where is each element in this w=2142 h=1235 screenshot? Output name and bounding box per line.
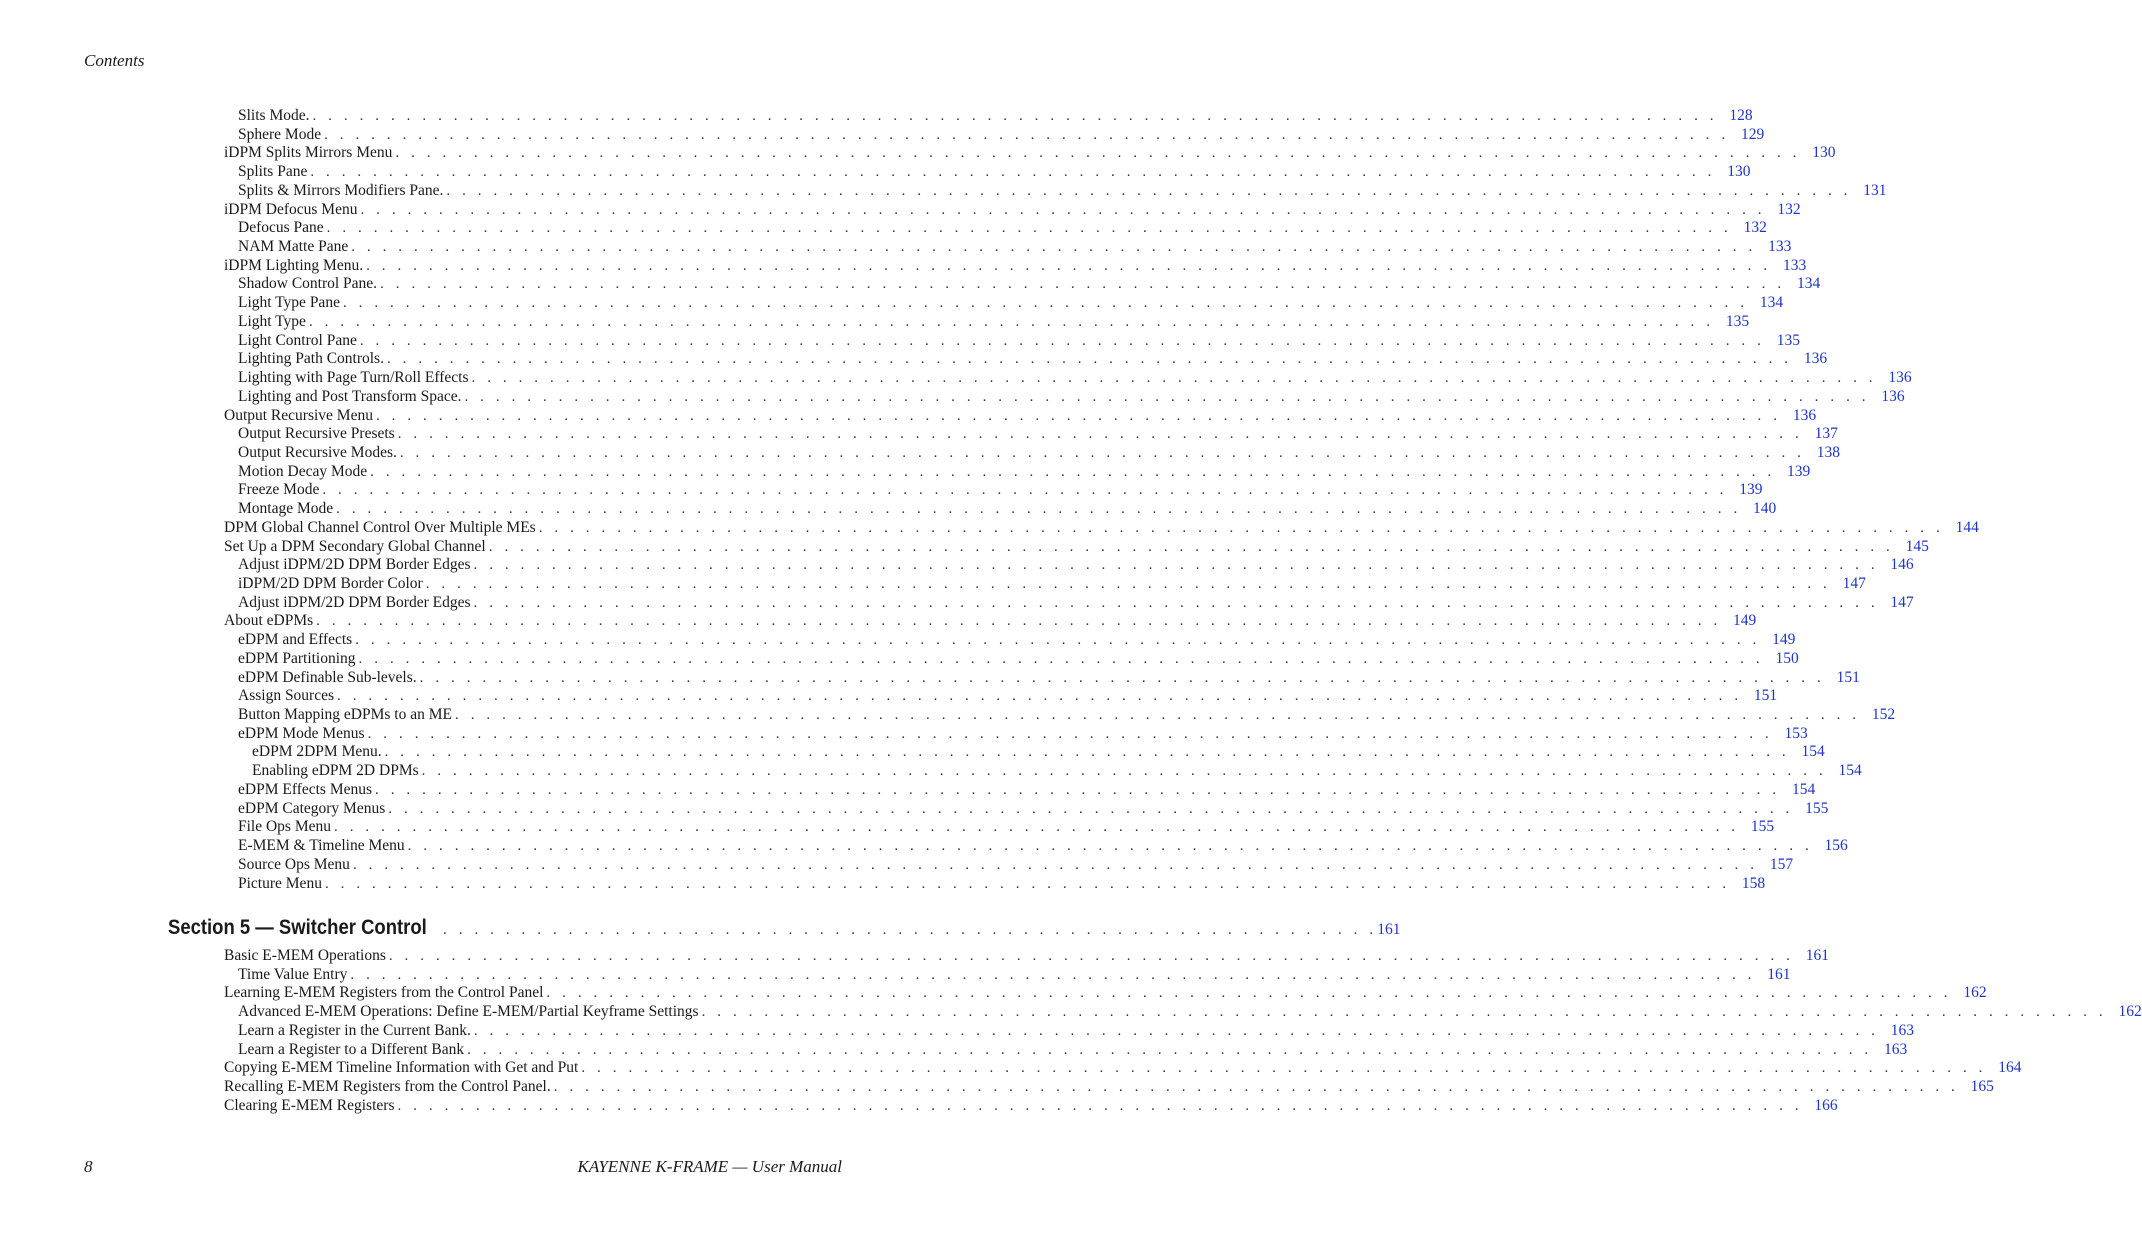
toc-page-link[interactable]: 154 <box>1801 743 1825 761</box>
toc-page-link[interactable]: 146 <box>1890 556 1914 574</box>
dot-leader: . . . . . . . . . . . . . . . . . . . . . . . . . . . . . . . . . . . . . . . . . . . . . . . . . . . . . . . . . . . . . . . . . . . . . . . . . . . . . . . . . . . . . . . . . . <box>421 763 1827 780</box>
dot-leader: . . . . . . . . . . . . . . . . . . . . . . . . . . . . . . . . . . . . . . . . . . . . . . . . . . . . . . . . . . . . . . . . . . . . . . . . . . . . . . . . . . . . . . . . . . <box>366 257 1772 274</box>
toc-entry[interactable] <box>238 462 1811 481</box>
toc-entry[interactable] <box>238 649 1799 668</box>
toc-entry[interactable] <box>238 349 1828 368</box>
dot-leader: . . . . . . . . . . . . . . . . . . . . . . . . . . . . . . . . . . . . . . . . . . . . . . . . . . . . . . . . . . . . . . . . . . . . . . . . . . . . . . . . . . . . . . . . . . <box>464 388 1870 405</box>
running-head: Contents <box>84 51 145 70</box>
dot-leader: . . . . . . . . . . . . . . . . . . . . . . . . . . . . . . . . . . . . . . . . . . . . . . . . . . . . . . . . . . . . . . . . . . . . . . . . . . . . . . . . . . . . . . . . . . <box>384 744 1790 761</box>
dot-leader: . . . . . . . . . . . . . . . . . . . . . . . . . . . . . . . . . . . . . . . . . . . . . . . . . . . . . . . . . . . . . . . . . . . . . . . . . . . . . . . . . . . . . . . . . . <box>538 519 1944 536</box>
toc-page-link[interactable]: 139 <box>1739 481 1763 499</box>
footer-manual-title: KAYENNE K-FRAME — User Manual <box>577 1157 842 1176</box>
toc-page-link[interactable]: 163 <box>1890 1021 1915 1039</box>
toc-entry-title: Assign Sources <box>238 687 335 705</box>
dot-leader: . . . . . . . . . . . . . . . . . . . . . . . . . . . . . . . . . . . . . . . . . . . . . . . . . . . . . . . . . . . . . . . . . . . . . . . . . . . . . . . . . . . . . . . . . . <box>388 948 1795 964</box>
toc-entry-title: iDPM Splits Mirrors Menu <box>224 144 393 162</box>
toc-entry[interactable] <box>224 1077 1994 1096</box>
toc-page-link[interactable]: 136 <box>1792 406 1817 424</box>
toc-page-link[interactable]: 132 <box>1743 219 1767 237</box>
dot-leader: . . . . . . . . . . . . . . . . . . . . . . . . . . . . . . . . . . . . . . . . . . . . . . . . . . . . . . . . . . . . . . . . . . . . . . . . . . . . . . . . . . . . . . . . . . <box>316 613 1722 630</box>
toc-page-link[interactable]: 137 <box>1814 425 1838 443</box>
toc-page-link[interactable]: 156 <box>1824 837 1848 855</box>
toc-entry[interactable] <box>238 724 1808 743</box>
toc-page-link[interactable]: 161 <box>1805 947 1830 964</box>
dot-leader: . . . . . . . . . . . . . . . . . . . . . . . . . . . . . . . . . . . . . . . . . . . . . . . . . . . . . . . . . . . . . . . . . . . . . . . . . . . . . . . . . . . . . . . . . . <box>471 370 1877 387</box>
toc-page-link[interactable]: 144 <box>1955 518 1979 536</box>
dot-leader: . . . . . . . . . . . . . . . . . . . . . . . . . . . . . . . . . . . . . . . . . . . . . . . . . . . . . . . . . . . . . . . . . . . . . . . . . . . . . . . . . . . . . . . . . . <box>375 407 1782 424</box>
toc-page-link[interactable]: 151 <box>1836 668 1860 686</box>
toc-entry[interactable] <box>224 946 1830 965</box>
toc-entry-title: Light Type <box>238 312 306 330</box>
dot-leader: . . . . . . . . . . . . . . . . . . . . . . . . . . . . . . . . . . . . . . . . . . . . . . . . . . . . . . . . . . . . . . . . . . . . . . . . . . . . . . . . . . . . . . . . . . <box>310 164 1716 181</box>
toc-page-link[interactable]: 133 <box>1782 256 1807 274</box>
toc-entry[interactable] <box>238 237 1792 256</box>
toc-entry-title: eDPM 2DPM Menu. <box>252 743 382 761</box>
toc-entry[interactable] <box>238 855 1794 874</box>
section-heading-row[interactable] <box>168 916 1401 946</box>
toc-entry[interactable] <box>238 705 1896 724</box>
toc-entry-title: Slits Mode. <box>238 107 310 124</box>
toc-page-link[interactable]: 154 <box>1791 780 1816 798</box>
toc-entry-title: Lighting Path Controls. <box>238 350 384 368</box>
toc-entry[interactable] <box>238 555 1914 574</box>
dot-leader: . . . . . . . . . . . . . . . . . . . . . . . . . . . . . . . . . . . . . . . . . . . . . . . . . . . . . . . . . . . . . . . . . . . . . . . . . . . . . . . . . . . . . . . . . . <box>324 875 1731 892</box>
toc-page-link[interactable]: 133 <box>1768 238 1792 256</box>
toc-entry-title: Lighting with Page Turn/Roll Effects <box>238 369 469 387</box>
dot-leader: . . . . . . . . . . . . . . . . . . . . . . . . . . . . . . . . . . . . . . . . . . . . . . . . . . . . . . . . . . . . . . . . . . . . . . . . . . . . . . . . . . . . . . . . . . <box>473 557 1879 574</box>
toc-entry[interactable] <box>238 965 1791 984</box>
toc-entry[interactable] <box>224 200 1801 219</box>
dot-leader: . . . . . . . . . . . . . . . . . . . . . . . . . . . . . . . . . . . . . . . . . . . . . . . . . . . . . . . . . . . . . . . . . . . . . . . . . . . . . . . . . . . . . . . . . . <box>351 239 1757 256</box>
toc-entry-title: Shadow Control Pane. <box>238 275 378 293</box>
dot-leader: . . . . . . . . . . . . . . . . . . . . . . . . . . . . . . . . . . . . . . . . . . . . . . . . . . . . . . . . . . . . . . . . . . . . . . . . . . . . . . . . . . . . . . . . . . <box>386 351 1793 368</box>
dot-leader: . . . . . . . . . . . . . . . . . . . . . . . . . . . . . . . . . . . . . . . . . . . . . . . . . . . . . . . . . . . . . . . . . . . . . . . . . . . . . . . . . . . . . . . . . . <box>352 856 1759 873</box>
dot-leader: . . . . . . . . . . . . . . . . . . . . . . . . . . . . . . . . . . . . . . . . . . . . . . . . . . . . . . . . . . . . . . . . . . . . . . . . . . . . . . . . . . . . . . . . . . <box>455 707 1861 724</box>
toc-entry[interactable] <box>224 1058 2022 1077</box>
toc-entry-title: eDPM Effects Menus <box>238 780 373 798</box>
dot-leader: . . . . . . . . . . . . . . . . . . . . . . . . . . . . . . . . . . . . . . . . . . . . . . . . . . . . . . . . . . . . . . . . . . . . . . . . . . . . . . . . . . . . . . . . . . <box>337 688 1743 705</box>
toc-entry[interactable] <box>224 518 1979 537</box>
toc-page-link[interactable]: 158 <box>1741 874 1766 892</box>
toc-entry-title: Source Ops Menu <box>238 855 350 873</box>
dot-leader: . . . . . . . . . . . . . . . . . . . . . . . . . . . . . . . . . . . . . . . . . . . . . . . . . . . . . . . . . . . . . . . . . . . . . . . . . . . . . . . . . . . . . . . . . . <box>380 276 1786 293</box>
toc-entry[interactable] <box>238 1021 1915 1040</box>
toc-page-link[interactable]: 136 <box>1881 387 1905 405</box>
toc-entry[interactable] <box>238 574 1866 593</box>
toc-page-link[interactable]: 165 <box>1970 1078 1994 1096</box>
toc-entry-title: Recalling E-MEM Registers from the Control Panel. <box>224 1078 551 1096</box>
toc-entry[interactable] <box>252 761 1862 780</box>
toc-page-link[interactable]: 135 <box>1776 331 1800 349</box>
toc-entry-title: Learning E-MEM Registers from the Control Panel <box>224 984 544 1002</box>
toc-entry-title: Picture Menu <box>238 874 322 892</box>
toc-entry-title: Light Type Pane <box>238 294 340 312</box>
toc-entry[interactable] <box>224 537 1929 556</box>
toc-entry-title: Splits & Mirrors Modifiers Pane. <box>238 181 444 199</box>
toc-entry-title: E-MEM & Timeline Menu <box>238 837 405 855</box>
toc-page-link[interactable]: 130 <box>1812 144 1836 162</box>
dot-leader: . . . . . . . . . . . . . . . . . . . . . . . . . . . . . . . . . . . . . . . . . . . . . . . . . . . . . . . . . . . . . . . . . . . . . . . . . . . . . . . . . . . . . . . . . . <box>342 295 1749 312</box>
toc-entry[interactable] <box>224 143 1836 162</box>
toc-entry-title: Splits Pane <box>238 163 308 181</box>
dot-leader: . . . . . . . . . . . . . . . . . . . . . . . . . . . . . . . . . . . . . . . . . . . . . . . . . . . . . . . . . . . . . . . . . . . . . . . . . . . . . . . . . . . . . . . . . . <box>360 201 1766 218</box>
toc-entry-title: Button Mapping eDPMs to an ME <box>238 706 452 724</box>
toc-page-link[interactable]: 138 <box>1816 443 1841 461</box>
toc-entry[interactable] <box>238 274 1821 293</box>
dot-leader: . . . . . . . . . . . . . . . . . . . . . . . . . . . . . . . . . . . . . . . . . . . . . . . . . . . . . . . . . . . . . . . . . . . . . . . . . . . . . . . . . . . . . . . . . . <box>446 182 1852 199</box>
toc-entry-title: Output Recursive Modes. <box>238 443 397 461</box>
section-page-link[interactable]: 161 <box>1377 921 1401 938</box>
toc-entry[interactable] <box>224 611 1757 630</box>
toc-entry[interactable] <box>224 1096 1838 1115</box>
toc-entry[interactable] <box>238 836 1848 855</box>
toc-entry[interactable] <box>238 799 1829 818</box>
dot-leader: . . . . . . . . . . . . . . . . . . . . . . . . . . . . . . . . . . . . . . . . . . . . . . . . . . . . . . . . . . . . . . . . . . . . . . . . . . . . . . . . . . . . . . . . . . <box>399 444 1806 461</box>
dot-leader: . . . . . . . . . . . . . . . . . . . . . . . . . . . . . . . . . . . . . . . . . . . . . . . . . . . . . . . . . . . . . . . . . . . . . . . . . . . . . . . . . . . . . . . . . . <box>581 1060 1987 1077</box>
dot-leader: . . . . . . . . . . . . . . . . . . . . . . . . . . . . . . . . . . . . . . . . . . . . . . . . . . . . . . . . . . . . . . . . . . . . . . . . . . . . . . . . . . . . . . . . . . <box>336 501 1742 518</box>
dot-leader: . . . . . . . . . . . . . . . . . . . . . . . . . . . . . . . . . . . . . . . . . . . . . . . . . . . . . . . . . . . . . . . . . . . . . . . . . . . . . . . . . . . . . . . . . . <box>355 632 1761 649</box>
toc-entry-title: File Ops Menu <box>238 818 331 836</box>
toc-entry-title: Light Control Pane <box>238 331 357 349</box>
toc-entry-title: eDPM and Effects <box>238 631 353 649</box>
dot-leader: . . . . . . . . . . . . . . . . . . . . . . . . . . . . . . . . . . . . . . . . . . . . . . . . . . . . . . . . . . . . . . . . . . . . . . . . . . . . . . . . . . . . . . . . . . <box>467 1041 1873 1058</box>
dot-leader: . . . . . . . . . . . . . . . . . . . . . . . . . . . . . . . . . . . . . . . . . . . . . . . . . . . . . . . . . . . . . . . . . . . . . . . . . . . . . . . . . . . . . . . . . . <box>326 220 1732 237</box>
toc-page-link[interactable]: 134 <box>1796 275 1821 293</box>
toc-entry[interactable] <box>224 406 1817 425</box>
toc-entry[interactable] <box>238 162 1751 181</box>
toc-entry[interactable] <box>238 218 1767 237</box>
toc-entry-title: Freeze Mode <box>238 481 320 499</box>
dot-leader: . . . . . . . . . . . . . . . . . . . . . . . . . . . . . . . . . . . . . . . . . . . . . . . . . . . . . . . . . . . . . . . . . . . . . . . . . . . . . . . . . . . . . . . . . . <box>397 1097 1803 1114</box>
toc-entry-title: Output Recursive Menu <box>224 406 373 424</box>
toc-entry-title: Montage Mode <box>238 500 334 518</box>
toc-entry[interactable] <box>238 499 1777 518</box>
toc-entry[interactable] <box>238 368 1912 387</box>
toc-page-link[interactable]: 151 <box>1753 687 1778 705</box>
toc-entry[interactable] <box>238 387 1905 406</box>
toc-page-link[interactable]: 132 <box>1777 200 1801 218</box>
dot-leader: . . . . . . . . . . . . . . . . . . . . . . . . . . . . . . . . . . . . . . . . . . . . . . . . . . . . . . . . . . . . . . . . . . . . . . . . . . . . . . . . . . . . . . . . . . <box>473 1022 1880 1039</box>
toc-entry-title: Copying E-MEM Timeline Information with Get and Put <box>224 1059 579 1077</box>
toc-page-link[interactable]: 150 <box>1775 649 1799 667</box>
dot-leader: . . . . . . . . . . . . . . . . . . . . . . . . . . . . . . . . . . . . . . . . . . . . . . . . . . . . . . . . . . . . . . . . . . . . . . . . . . . . . . . . . . . . . . . . . . <box>308 313 1715 330</box>
toc-entry[interactable] <box>238 686 1778 705</box>
toc-entry-title: About eDPMs <box>224 612 314 630</box>
toc-entry-title: Adjust iDPM/2D DPM Border Edges <box>238 593 471 611</box>
toc-page-link[interactable]: 155 <box>1750 818 1775 836</box>
dot-leader: . . . . . . . . . . . . . . . . . . . . . . . . . . . . . . . . . . . . . . . . . . . . . . . . . . . . . . . . . . . . . . . . . . . . . . . . . . . . . . . . . . . . . . . . . . <box>334 819 1740 836</box>
toc-entry-title: Output Recursive Presets <box>238 425 395 443</box>
toc-page-link[interactable]: 140 <box>1753 500 1777 518</box>
toc-entry-title: eDPM Mode Menus <box>238 724 365 742</box>
dot-leader: . . . . . . . . . . . . . . . . . . . . . . . . . . . . . . . . . . . . . . . . . . . . . . . . . . . . . . . . . . . . . . . . . . . . . . . . . . . . . . . . . . . . . . . . . . <box>388 800 1794 817</box>
dot-leader: . . . . . . . . . . . . . . . . . . . . . . . . . . . . . . . . . . . . . . . . . . . . . . . . . . . . . . . . . . . . . . . . . . . . . . . . . . . . . . . . . . . . . . . . . . <box>397 426 1803 443</box>
toc-page-link[interactable]: 145 <box>1905 537 1929 555</box>
toc-page-link[interactable]: 164 <box>1998 1059 2022 1077</box>
toc-entry-title: eDPM Definable Sub-levels. <box>238 668 417 686</box>
toc-page-link[interactable]: 130 <box>1727 163 1751 181</box>
toc-entry[interactable] <box>238 424 1838 443</box>
toc-entry-title: iDPM Lighting Menu. <box>224 256 364 274</box>
dot-leader: . . . . . . . . . . . . . . . . . . . . . . . . . . . . . . . . . . . . . . . . . . . . . . . . . . . . . . . . . . . . . . . . . . . . . . . . . . . . . . . . . . . . . . . . . . <box>322 482 1728 499</box>
toc-entry[interactable] <box>238 668 1860 687</box>
toc-page-link[interactable]: 153 <box>1784 724 1808 742</box>
toc-entry[interactable] <box>238 106 1753 125</box>
toc-page-link[interactable]: 131 <box>1863 181 1887 199</box>
toc-page-link[interactable]: 149 <box>1772 631 1796 649</box>
toc-page-link[interactable]: 139 <box>1787 462 1811 480</box>
dot-leader: . . . . . . . . . . . . . . . . . . . . . . . . . . . . . . . . . . . . . . . . . . . . . . . . . . . . . . . . . . . . . . . . . . . . . . . . . . . . . . . . . . . . . . . . . . <box>419 669 1825 686</box>
dot-leader: . . . . . . . . . . . . . . . . . . . . . . . . . . . . . . . . . . . . . . . . . . . . . . . . . . . . . . . . . . . . . . . . . . . . . . . . . . . . . . . . . . . . . . . . . . <box>488 538 1894 555</box>
toc-page-link[interactable]: 136 <box>1888 369 1912 387</box>
toc-entry-title: Clearing E-MEM Registers <box>224 1096 395 1114</box>
dot-leader: . . . . . . . . . . . . . . . . . . . . . . . . . . . . . . . . . . . . . . . . . . . . . . . . . . . . . . . . . . . . . . . . . . . . . . . . . . . . . . . . . . . . . . . . . . <box>395 145 1801 162</box>
toc-entry-title: Adjust iDPM/2D DPM Border Edges <box>238 556 471 574</box>
toc-entry[interactable] <box>238 480 1763 499</box>
toc-entry-title: Basic E-MEM Operations <box>224 947 386 964</box>
toc-page-link[interactable]: 162 <box>1963 984 1987 1002</box>
toc-entry[interactable] <box>238 293 1784 312</box>
dot-leader: . . . . . . . . . . . . . . . . . . . . . . . . . . . . . . . . . . . . . . . . . . . . . . . . . . . . . . . . . . . . . . . . . . . . . . . . . . . . . . . . . . . . . . . . . . <box>367 725 1773 742</box>
toc-entry-title: Set Up a DPM Secondary Global Channel <box>224 537 486 555</box>
dot-leader: . . . . . . . . . . . . . . . . . . . . . . . . . . . . . . . . . . . . . . . . . . . . . . . . . . . . . . . . . . . . . . . . . . . . . . . . . . . . . . . . . . . . . . . . . . <box>553 1079 1959 1096</box>
dot-leader: . . . . . . . . . . . . . . . . . . . . . . . . . . . . . . . . . . . . . . . . . . . . . . . . . . . . . . . . . . . . . . . . . . . . . . . . . . . . . . . . . . . . . . . . . . <box>312 108 1718 124</box>
toc-page-link[interactable]: 129 <box>1740 125 1765 143</box>
section-title: Section 5 — Switcher Control <box>168 916 427 939</box>
toc-page-link[interactable]: 157 <box>1769 855 1794 873</box>
toc-entry-title: Time Value Entry <box>238 965 348 983</box>
dot-leader: . . . . . . . . . . . . . . . . . . . . . . . . . . . . . . . . . . . . . . . . . . . . . . . . . . . . . . . . . . . . . . . . . . . . . . . . . . . . . . . . . . . . . . . . . . <box>701 1004 2107 1021</box>
toc-entry[interactable] <box>224 983 1987 1002</box>
toc-entry-title: NAM Matte Pane <box>238 238 349 256</box>
toc-entry[interactable] <box>238 817 1775 836</box>
toc-entry[interactable] <box>238 780 1816 799</box>
toc-entry-title: Defocus Pane <box>238 219 324 237</box>
toc-page-link[interactable]: 147 <box>1842 575 1866 592</box>
dot-leader: . . . . . . . . . . . . . . . . . . . . . . . . . . . . . . . . . . . . . . . . . . . . . . . . . . . . . . . . . . . . . . . . . . . . . . . . . . . . . . . . . . . . . . . . . . <box>358 650 1764 667</box>
toc-page-link[interactable]: 166 <box>1814 1096 1838 1114</box>
toc-entry[interactable] <box>238 181 1887 200</box>
toc-entry-title: Learn a Register in the Current Bank. <box>238 1021 471 1039</box>
toc-entry[interactable] <box>238 1040 1908 1059</box>
toc-entry[interactable] <box>252 742 1825 761</box>
toc-entry-title: Motion Decay Mode <box>238 462 368 480</box>
dot-leader: . . . . . . . . . . . . . . . . . . . . . . . . . . . . . . . . . . . . . . . . . . . . . . . . . . . . . . . . . . . . <box>443 922 1378 938</box>
toc-entry-title: eDPM Partitioning <box>238 649 356 667</box>
toc-entry[interactable] <box>238 125 1765 144</box>
toc-entry[interactable] <box>238 593 1914 612</box>
toc-page-link[interactable]: 135 <box>1725 312 1750 330</box>
toc-page-link[interactable]: 149 <box>1733 612 1757 630</box>
toc-entry-title: iDPM Defocus Menu <box>224 200 358 218</box>
dot-leader: . . . . . . . . . . . . . . . . . . . . . . . . . . . . . . . . . . . . . . . . . . . . . . . . . . . . . . . . . . . . . . . . . . . . . . . . . . . . . . . . . . . . . . . . . . <box>473 594 1879 611</box>
toc-page-link[interactable]: 162 <box>2118 1003 2142 1021</box>
toc-entry[interactable] <box>238 630 1796 649</box>
toc-page-link[interactable]: 163 <box>1884 1040 1908 1058</box>
footer-page-number: 8 <box>84 1157 93 1176</box>
toc-entry-title: Advanced E-MEM Operations: Define E-MEM/Partial Keyframe Settings <box>238 1003 699 1021</box>
dot-leader: . . . . . . . . . . . . . . . . . . . . . . . . . . . . . . . . . . . . . . . . . . . . . . . . . . . . . . . . . . . . . . . . . . . . . . . . . . . . . . . . . . . . . . . . . . <box>350 966 1756 983</box>
toc-page-link[interactable]: 147 <box>1890 593 1914 611</box>
dot-leader: . . . . . . . . . . . . . . . . . . . . . . . . . . . . . . . . . . . . . . . . . . . . . . . . . . . . . . . . . . . . . . . . . . . . . . . . . . . . . . . . . . . . . . . . . . <box>359 332 1765 349</box>
toc-entry[interactable] <box>238 443 1841 462</box>
toc-page-link[interactable]: 155 <box>1805 799 1829 817</box>
toc-entry-title: Enabling eDPM 2D DPMs <box>252 762 419 780</box>
toc-page-link[interactable]: 161 <box>1767 965 1791 983</box>
dot-leader: . . . . . . . . . . . . . . . . . . . . . . . . . . . . . . . . . . . . . . . . . . . . . . . . . . . . . . . . . . . . . . . . . . . . . . . . . . . . . . . . . . . . . . . . . . <box>425 576 1831 592</box>
toc-entry-title: Learn a Register to a Different Bank <box>238 1040 465 1058</box>
toc-entry-title: DPM Global Channel Control Over Multiple MEs <box>224 518 536 536</box>
toc-entry[interactable] <box>238 331 1800 350</box>
dot-leader: . . . . . . . . . . . . . . . . . . . . . . . . . . . . . . . . . . . . . . . . . . . . . . . . . . . . . . . . . . . . . . . . . . . . . . . . . . . . . . . . . . . . . . . . . . <box>375 781 1781 798</box>
toc-entry-title: iDPM/2D DPM Border Color <box>238 575 423 592</box>
toc-page-link[interactable]: 154 <box>1838 762 1862 780</box>
toc-page-link[interactable]: 152 <box>1871 706 1896 724</box>
toc-page-link[interactable]: 134 <box>1759 294 1784 312</box>
toc-entry-title: eDPM Category Menus <box>238 799 386 817</box>
toc-entry[interactable] <box>238 312 1750 331</box>
dot-leader: . . . . . . . . . . . . . . . . . . . . . . . . . . . . . . . . . . . . . . . . . . . . . . . . . . . . . . . . . . . . . . . . . . . . . . . . . . . . . . . . . . . . . . . . . . <box>407 838 1813 855</box>
dot-leader: . . . . . . . . . . . . . . . . . . . . . . . . . . . . . . . . . . . . . . . . . . . . . . . . . . . . . . . . . . . . . . . . . . . . . . . . . . . . . . . . . . . . . . . . . . <box>324 126 1730 143</box>
toc-entry[interactable] <box>224 256 1807 275</box>
toc-page-link[interactable]: 128 <box>1729 107 1753 124</box>
dot-leader: . . . . . . . . . . . . . . . . . . . . . . . . . . . . . . . . . . . . . . . . . . . . . . . . . . . . . . . . . . . . . . . . . . . . . . . . . . . . . . . . . . . . . . . . . . <box>546 985 1952 1002</box>
toc-page-link[interactable]: 136 <box>1803 350 1828 368</box>
toc-entry-title: Lighting and Post Transform Space. <box>238 387 462 405</box>
dot-leader: . . . . . . . . . . . . . . . . . . . . . . . . . . . . . . . . . . . . . . . . . . . . . . . . . . . . . . . . . . . . . . . . . . . . . . . . . . . . . . . . . . . . . . . . . . <box>370 463 1776 480</box>
toc-entry[interactable] <box>238 1002 2142 1021</box>
toc-entry[interactable] <box>238 874 1766 893</box>
toc-entry-title: Sphere Mode <box>238 125 322 143</box>
